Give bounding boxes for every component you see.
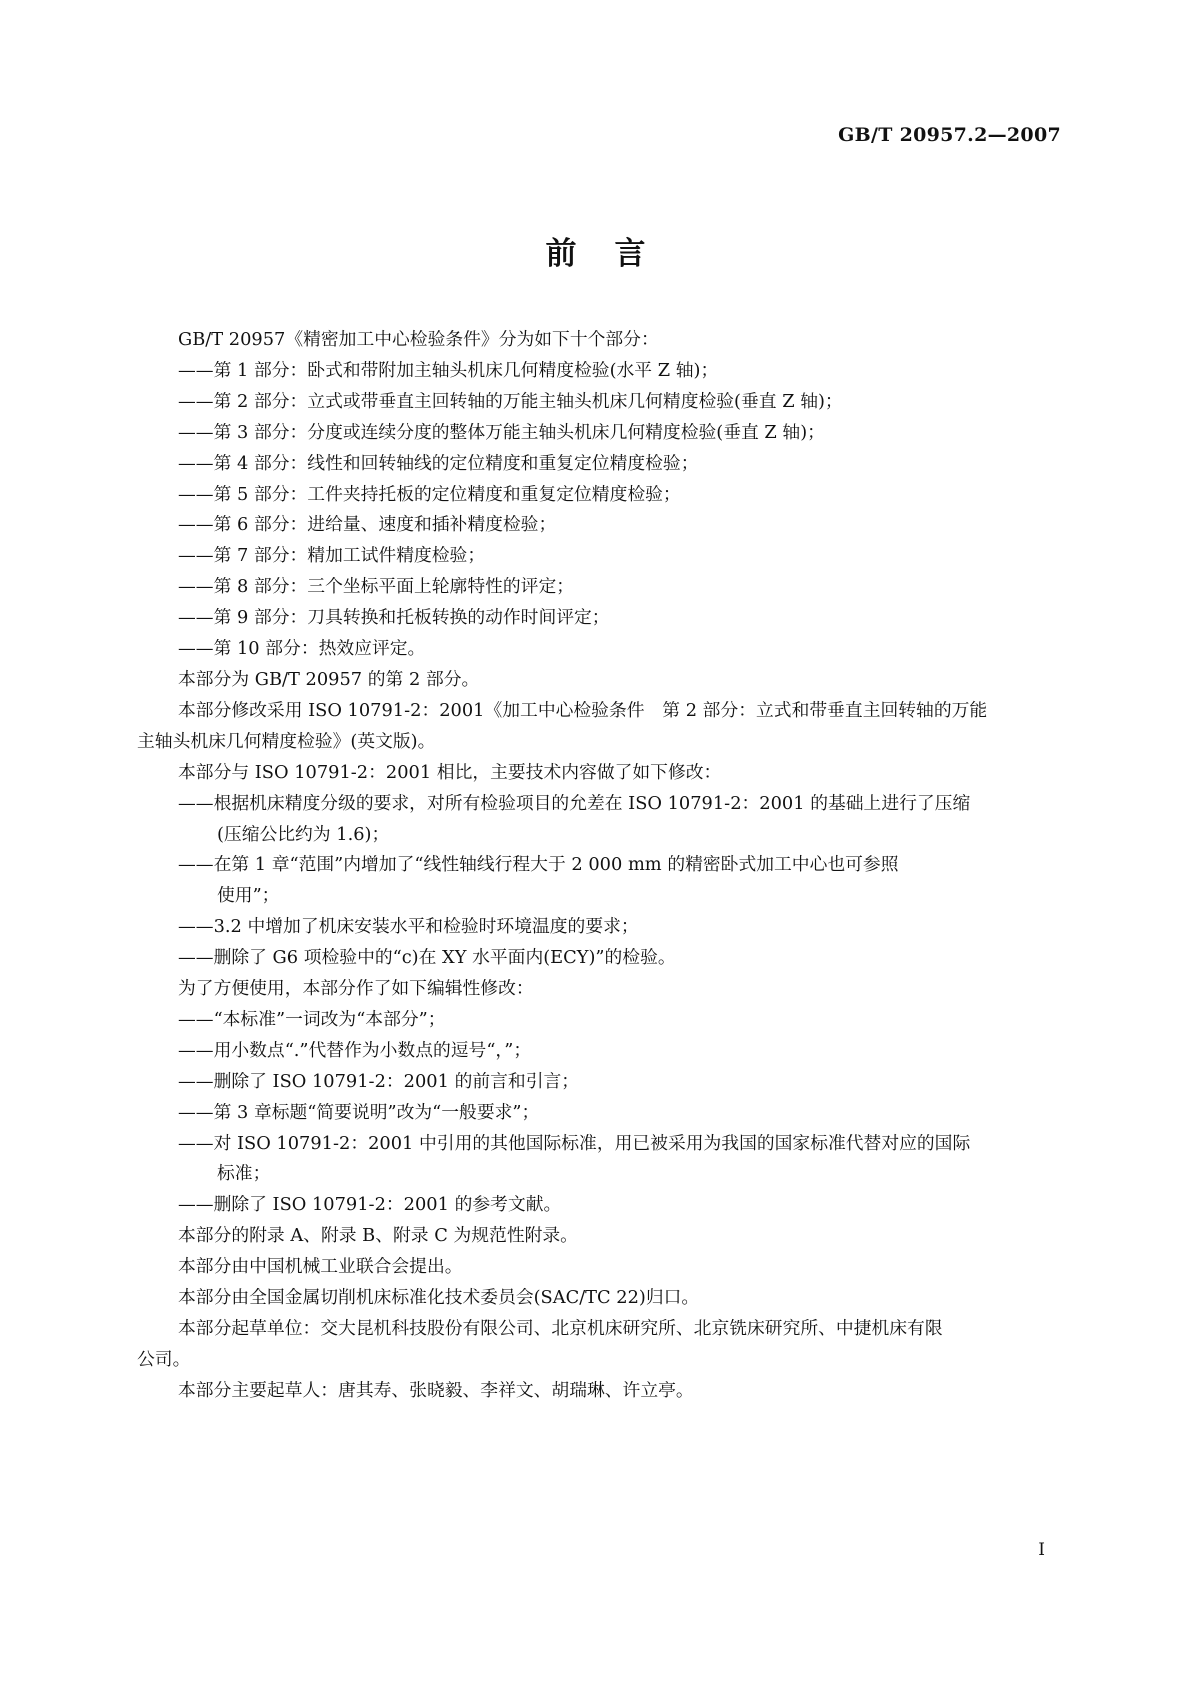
list-item-continuation: 使用”； (217, 885, 280, 907)
list-item: ——第 8 部分：三个坐标平面上轮廓特性的评定； (178, 576, 575, 598)
paragraph-line: 为了方便使用，本部分作了如下编辑性修改： (178, 978, 534, 1000)
paragraph-continuation: 公司。 (137, 1348, 191, 1370)
list-item: ——删除了 ISO 10791-2：2001 的前言和引言； (178, 1070, 580, 1092)
paragraph-line: 本部分起草单位：交大昆机科技股份有限公司、北京机床研究所、北京铣床研究所、中捷机床有限 (178, 1318, 943, 1339)
list-item-continuation: (压缩公比约为 1.6)； (217, 823, 390, 845)
paragraph-line: 本部分与 ISO 10791-2：2001 相比，主要技术内容做了如下修改： (178, 761, 722, 783)
list-item: ——第 6 部分：进给量、速度和插补精度检验； (178, 514, 557, 536)
list-item: ——“本标准”一词改为“本部分”； (178, 1008, 446, 1030)
list-item-continuation: 标准； (217, 1163, 271, 1185)
paragraph-line: 本部分由中国机械工业联合会提出。 (178, 1256, 463, 1278)
list-item: ——在第 1 章“范围”内增加了“线性轴线行程大于 2 000 mm 的精密卧式加工中心也可参照 (178, 854, 899, 876)
paragraph-line: 本部分为 GB/T 20957 的第 2 部分。 (178, 668, 480, 690)
list-item: ——第 4 部分：线性和回转轴线的定位精度和重复定位精度检验； (178, 452, 699, 474)
list-item: ——第 3 章标题“简要说明”改为“一般要求”； (178, 1101, 540, 1123)
list-item: ——第 1 部分：卧式和带附加主轴头机床几何精度检验(水平 Z 轴)； (178, 359, 719, 381)
list-item: ——根据机床精度分级的要求，对所有检验项目的允差在 ISO 10791-2：2001 的基础上进行了压缩 (178, 792, 971, 814)
list-item: ——用小数点“.”代替作为小数点的逗号“，”； (178, 1039, 532, 1061)
list-item: ——第 9 部分：刀具转换和托板转换的动作时间评定； (178, 607, 610, 629)
standard-code: GB/T 20957.2—2007 (838, 124, 1061, 146)
list-item: ——删除了 ISO 10791-2：2001 的参考文献。 (178, 1194, 562, 1216)
paragraph-line: 本部分由全国金属切削机床标准化技术委员会(SAC/TC 22)归口。 (178, 1287, 700, 1309)
list-item: ——3.2 中增加了机床安装水平和检验时环境温度的要求； (178, 916, 639, 938)
paragraph-continuation: 主轴头机床几何精度检验》(英文版)。 (137, 730, 436, 752)
list-item: ——对 ISO 10791-2：2001 中引用的其他国际标准，用已被采用为我国的国家标准代替对应的国际 (178, 1132, 971, 1154)
list-item: ——第 3 部分：分度或连续分度的整体万能主轴头机床几何精度检验(垂直 Z 轴)； (178, 421, 825, 443)
list-item: ——第 5 部分：工件夹持托板的定位精度和重复定位精度检验； (178, 483, 681, 505)
paragraph-line: GB/T 20957《精密加工中心检验条件》分为如下十个部分： (178, 329, 659, 350)
list-item: ——第 10 部分：热效应评定。 (178, 638, 426, 660)
page-number: I (1038, 1540, 1045, 1560)
paragraph-line: 本部分的附录 A、附录 B、附录 C 为规范性附录。 (178, 1225, 578, 1247)
list-item: ——删除了 G6 项检验中的“c)在 XY 水平面内(ECY)”的检验。 (178, 947, 676, 969)
paragraph-line: 本部分修改采用 ISO 10791-2：2001《加工中心检验条件 第 2 部分：立式和带垂直主回转轴的万能 (178, 699, 988, 721)
page-title: 前言 (545, 236, 684, 272)
paragraph-line: 本部分主要起草人：唐其寿、张晓毅、李祥文、胡瑞琳、许立亭。 (178, 1379, 694, 1401)
document-body (137, 325, 1057, 1407)
list-item: ——第 7 部分：精加工试件精度检验； (178, 545, 486, 567)
list-item: ——第 2 部分：立式或带垂直主回转轴的万能主轴头机床几何精度检验(垂直 Z 轴)； (178, 390, 843, 412)
